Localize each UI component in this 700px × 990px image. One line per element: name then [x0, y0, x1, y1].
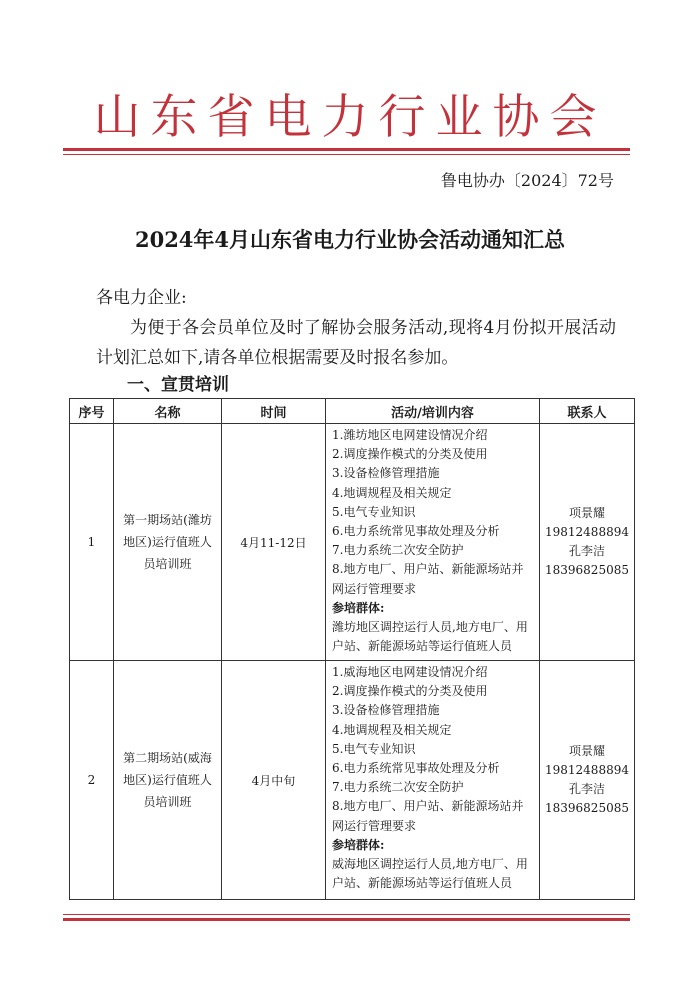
training-schedule-table [69, 398, 635, 900]
content-item: 4.地调规程及相关规定 [332, 485, 452, 500]
content-item: 7.电力系统二次安全防护 [332, 780, 464, 795]
target-group-label: 参培群体: [332, 837, 385, 852]
letterhead-org-name: 山东省电力行业协会 [93, 90, 607, 145]
letterhead-rule-thin [63, 154, 630, 155]
target-group-text: 潍坊地区调控运行人员,地方电厂、用户站、新能源场站等运行值班人员 [332, 620, 528, 654]
letterhead-rule-thick [63, 148, 630, 151]
section-heading: 一、宣贯培训 [127, 375, 229, 395]
greeting: 各电力企业: [96, 288, 187, 308]
header-no: 序号 [70, 399, 114, 424]
footer-rule-thin [63, 914, 630, 915]
content-item: 2.调度操作模式的分类及使用 [332, 447, 488, 462]
content-item: 5.电气专业知识 [332, 741, 416, 756]
intro-paragraph: 为便于各会员单位及时了解协会服务活动,现将4月份拟开展活动计划汇总如下,请各单位根据需要及时报名参加。 [96, 318, 616, 368]
header-contact: 联系人 [540, 399, 635, 424]
table-header-row [70, 399, 635, 424]
content-item: 1.威海地区电网建设情况介绍 [332, 665, 488, 679]
contact-name: 项景耀 [568, 744, 605, 758]
document-title: 2024年4月山东省电力行业协会活动通知汇总 [134, 227, 566, 252]
content-item: 4.地调规程及相关规定 [332, 722, 452, 737]
contact-phone: 18396825085 [545, 563, 629, 577]
content-item: 3.设备检修管理措施 [332, 466, 440, 481]
document-number: 鲁电协办〔2024〕72号 [440, 171, 614, 190]
content-item: 6.电力系统常见事故处理及分析 [332, 761, 500, 776]
content-item: 3.设备检修管理措施 [332, 703, 440, 718]
target-group-label: 参培群体: [332, 600, 385, 615]
content-item: 8.地方电厂、用户站、新能源场站并网运行管理要求 [332, 562, 524, 596]
table-row [70, 661, 635, 900]
contact-name: 孔李洁 [568, 782, 605, 796]
content-item: 5.电气专业知识 [332, 504, 416, 519]
footer-rule-thick [63, 918, 630, 921]
content-item: 6.电力系统常见事故处理及分析 [332, 524, 500, 539]
training-content [326, 661, 540, 900]
content-item: 2.调度操作模式的分类及使用 [332, 684, 488, 699]
contact-phone: 19812488894 [545, 763, 629, 777]
training-time: 4月中旬 [222, 661, 326, 900]
table-row [70, 424, 635, 661]
contact-phone: 18396825085 [545, 801, 629, 815]
target-group-text: 威海地区调控运行人员,地方电厂、用户站、新能源场站等运行值班人员 [332, 857, 528, 891]
contact-phone: 19812488894 [545, 525, 629, 539]
row-number: 2 [70, 661, 114, 900]
contact-cell [540, 661, 635, 900]
header-name: 名称 [114, 399, 222, 424]
training-time: 4月11-12日 [222, 424, 326, 661]
contact-cell [540, 424, 635, 661]
content-item: 7.电力系统二次安全防护 [332, 543, 464, 558]
header-time: 时间 [222, 399, 326, 424]
training-name: 第二期场站(威海地区)运行值班人员培训班 [114, 661, 222, 900]
header-content: 活动/培训内容 [326, 399, 540, 424]
contact-name: 孔李洁 [568, 544, 605, 558]
training-name: 第一期场站(潍坊地区)运行值班人员培训班 [114, 424, 222, 661]
training-content [326, 424, 540, 661]
contact-name: 项景耀 [568, 506, 605, 520]
content-item: 8.地方电厂、用户站、新能源场站并网运行管理要求 [332, 799, 524, 833]
row-number: 1 [70, 424, 114, 661]
content-item: 1.潍坊地区电网建设情况介绍 [332, 428, 488, 442]
